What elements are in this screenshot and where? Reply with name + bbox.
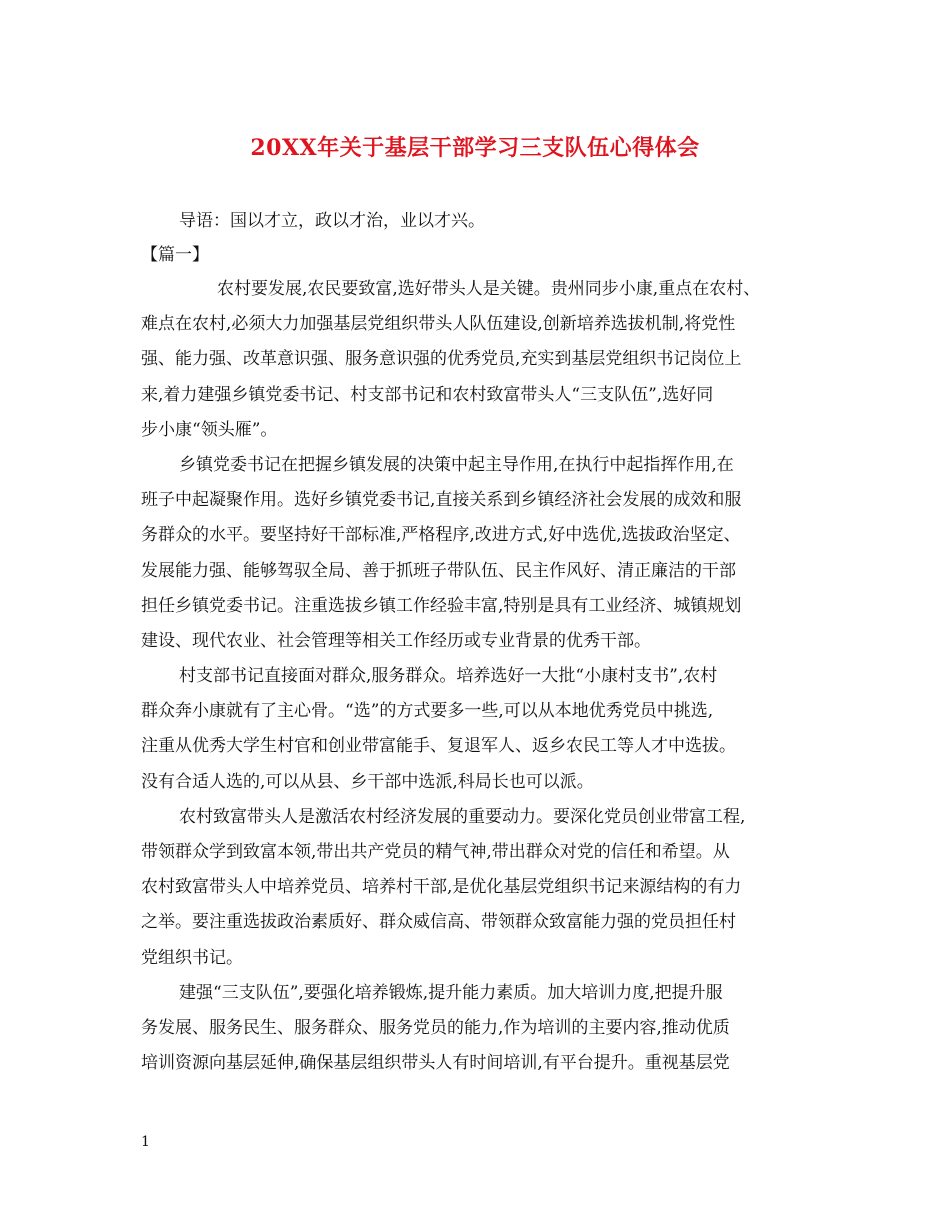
text-line: 难点在农村,必须大力加强基层党组织带头人队伍建设,创新培养选拔机制,将党性 <box>141 314 736 335</box>
text-line: 没有合适人选的,可以从县、乡干部中选派,科局长也可以派。 <box>141 771 594 792</box>
text-line: 担任乡镇党委书记。注重选拔乡镇工作经验丰富,特别是具有工业经济、城镇规划 <box>141 595 742 616</box>
text-line: 建设、现代农业、社会管理等相关工作经历或专业背景的优秀干部。 <box>141 630 651 651</box>
text-line: 带领群众学到致富本领,带出共产党员的精气神,带出群众对党的信任和希望。从 <box>141 842 730 862</box>
text-line: 强、能力强、改革意识强、服务意识强的优秀党员,充实到基层党组织书记岗位上 <box>141 349 742 370</box>
text-line: 注重从优秀大学生村官和创业带富能手、复退军人、返乡农民工等人才中选拔。 <box>141 736 736 757</box>
body-text <box>141 272 831 1081</box>
section-label: 【篇一】 <box>141 245 209 265</box>
text-line: 乡镇党委书记在把握乡镇发展的决策中起主导作用,在执行中起指挥作用,在 <box>179 454 734 475</box>
page-number: 1 <box>141 1134 150 1150</box>
text-line: 发展能力强、能够驾驭全局、善于抓班子带队伍、民主作风好、清正廉洁的干部 <box>141 560 736 581</box>
text-line: 群众奔小康就有了主心骨。“选”的方式要多一些,可以从本地优秀党员中挑选, <box>141 701 714 722</box>
text-line: 农村致富带头人是激活农村经济发展的重要动力。要深化党员创业带富工程, <box>179 806 746 827</box>
text-line: 建强“三支队伍”,要强化培养锻炼,提升能力素质。加大培训力度,把提升服 <box>179 982 723 1003</box>
intro-text: 导语：国以才立，政以才治，业以才兴。 <box>179 211 485 231</box>
text-line: 培训资源向基层延伸,确保基层组织带头人有时间培训,有平台提升。重视基层党 <box>141 1053 730 1074</box>
text-line: 务发展、服务民生、服务群众、服务党员的能力,作为培训的主要内容,推动优质 <box>141 1017 730 1038</box>
document-title: 20XX年关于基层干部学习三支队伍心得体会 <box>250 135 700 161</box>
text-line: 务群众的水平。要坚持好干部标准,严格程序,改进方式,好中选优,选拔政治坚定、 <box>141 525 741 546</box>
text-line: 党组织书记。 <box>141 947 243 968</box>
text-line: 之举。要注重选拔政治素质好、群众威信高、带领群众致富能力强的党员担任村 <box>141 912 736 933</box>
text-line: 农村致富带头人中培养党员、培养村干部,是优化基层党组织书记来源结构的有力 <box>141 877 742 898</box>
text-line: 村支部书记直接面对群众,服务群众。培养选好一大批“小康村支书”,农村 <box>179 666 718 687</box>
text-line: 农村要发展,农民要致富,选好带头人是关键。贵州同步小康,重点在农村、 <box>217 279 761 299</box>
text-line: 步小康“领头雁”。 <box>141 419 278 440</box>
text-line: 班子中起凝聚作用。选好乡镇党委书记,直接关系到乡镇经济社会发展的成效和服 <box>141 490 742 511</box>
text-line: 来,着力建强乡镇党委书记、村支部书记和农村致富带头人“三支队伍”,选好同 <box>141 384 714 405</box>
